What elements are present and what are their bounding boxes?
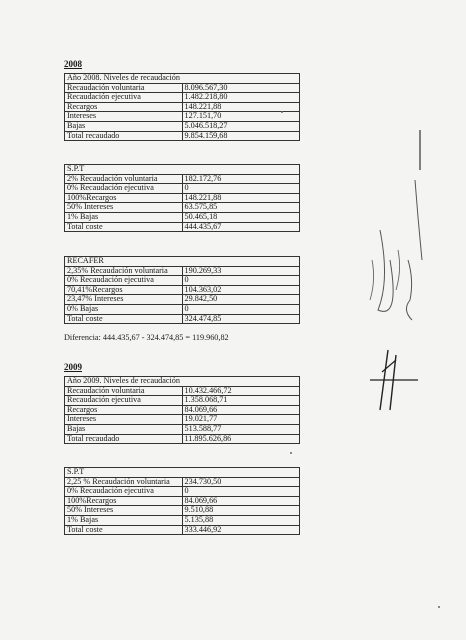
table-title: Año 2009. Niveles de recaudación (65, 377, 300, 387)
table-row: Total coste 333.446,92 (65, 525, 300, 535)
table-row: Recaudación ejecutiva 1.482.218,80 (65, 93, 300, 103)
table-row: 0% Recaudación ejecutiva 0 (65, 487, 300, 497)
table-2009-spt (64, 467, 300, 535)
table-row: 23,47% Intereses 29.842,50 (65, 295, 300, 305)
table-title: Año 2008. Niveles de recaudación (65, 74, 300, 84)
table-row: 1% Bajas 50.465,18 (65, 212, 300, 222)
table-row: 2,35% Recaudación voluntaria 190.269,33 (65, 266, 300, 276)
table-2008-recafer (64, 256, 300, 324)
table-row: Recaudación ejecutiva 1.358.068,71 (65, 396, 300, 406)
scan-speck (290, 452, 292, 454)
table-row: 70,41%Recargos 104.363,02 (65, 285, 300, 295)
table-row: 50% Intereses 63.575,85 (65, 203, 300, 213)
table-row: 50% Intereses 9.510,88 (65, 506, 300, 516)
table-row: Recaudación voluntaria 10.432.466,72 (65, 386, 300, 396)
table-row: 100%Recargos 148.221,88 (65, 193, 300, 203)
scan-speck (281, 111, 283, 113)
table-2009-summary (64, 376, 300, 444)
table-row: 2% Recaudación voluntaria 182.172,76 (65, 174, 300, 184)
table-2008-spt (64, 164, 300, 232)
table-row: Intereses 127.151,70 (65, 112, 300, 122)
table-row: 0% Recaudación ejecutiva 0 (65, 276, 300, 286)
table-row: Total recaudado 9.854.159,68 (65, 131, 300, 141)
year-heading-2008: 2008 (64, 59, 82, 69)
table-title: RECAFER (65, 257, 300, 267)
table-row: 2,25 % Recaudación voluntaria 234.730,50 (65, 477, 300, 487)
table-row: Recargos 84.069,66 (65, 405, 300, 415)
handwritten-signature (360, 110, 440, 440)
table-row: 0% Recaudación ejecutiva 0 (65, 184, 300, 194)
table-row: 100%Recargos 84.069,66 (65, 496, 300, 506)
table-2008-summary (64, 73, 300, 141)
table-row: Total coste 324.474,85 (65, 314, 300, 324)
table-title: S.P.T (65, 165, 300, 175)
table-row: 0% Bajas 0 (65, 304, 300, 314)
table-row: Total coste 444.435,67 (65, 222, 300, 232)
table-row: 1% Bajas 5.135,88 (65, 515, 300, 525)
table-row: Total recaudado 11.895.626,86 (65, 434, 300, 444)
scan-speck (438, 606, 440, 608)
table-row: Bajas 513.588,77 (65, 424, 300, 434)
year-heading-2009: 2009 (64, 362, 82, 372)
table-row: Recargos 148.221,88 (65, 102, 300, 112)
table-row: Recaudación voluntaria 8.096.567,30 (65, 83, 300, 93)
table-row: Intereses 19.021,77 (65, 415, 300, 425)
table-row: Bajas 5.046.518,27 (65, 121, 300, 131)
table-title: S.P.T (65, 468, 300, 478)
difference-formula: Diferencia: 444.435,67 - 324.474,85 = 119.960,82 (64, 333, 229, 342)
